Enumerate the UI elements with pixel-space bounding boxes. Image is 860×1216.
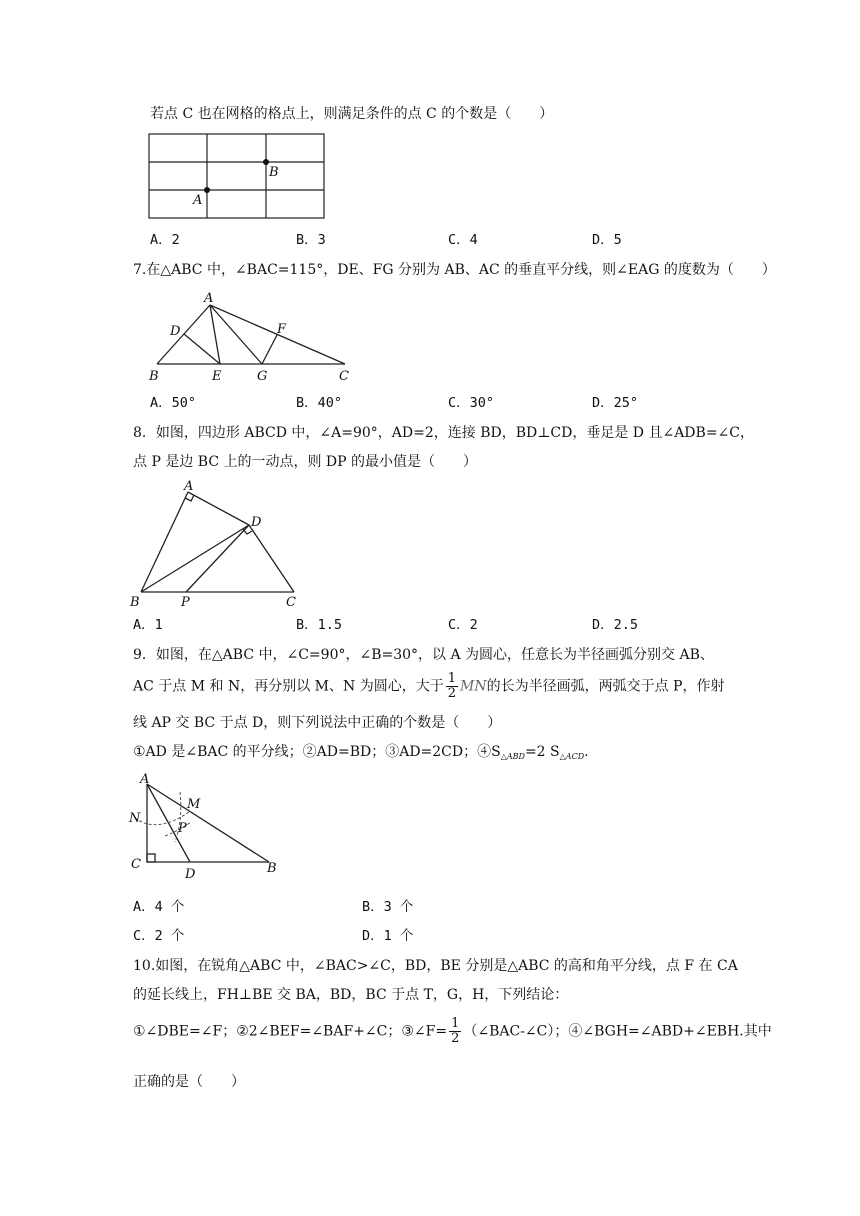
q6-stem: 若点 C 也在网格的格点上，则满足条件的点 C 的个数是（ ）	[150, 106, 554, 122]
label-b: B	[267, 861, 277, 876]
q9-statements-b: =2 S	[524, 744, 560, 760]
q8-stem-line1: 8．如图，四边形 ABCD 中，∠A=90°，AD=2，连接 BD，BD⊥CD，垂足是 D 且∠ADB=∠C，	[133, 425, 754, 441]
label-m: M	[187, 797, 201, 812]
q9-stem-line3: 线 AP 交 BC 于点 D，则下列说法中正确的个数是（ ）	[133, 715, 502, 731]
q7-option-c[interactable]: C．30°	[448, 395, 495, 411]
label-b: B	[130, 595, 140, 610]
q9-statements	[133, 742, 589, 767]
label-a: A	[193, 193, 203, 208]
label-b: B	[269, 165, 279, 180]
q9-stem-line2	[133, 672, 724, 701]
q9-stem-line2-a: AC 于点 M 和 N，再分别以 M、N 为圆心，大于	[133, 678, 444, 695]
q6-grid-figure	[148, 133, 328, 223]
label-c: C	[286, 595, 296, 610]
q9-option-d[interactable]: D．1 个	[362, 928, 414, 944]
q9-option-c[interactable]: C．2 个	[133, 928, 185, 944]
q9-sub-abd: △ABD	[500, 752, 525, 761]
q7-option-b[interactable]: B．40°	[296, 395, 343, 411]
q10-stem-line2: 的延长线上，FH⊥BE 交 BA，BD，BC 于点 T，G，H，下列结论：	[133, 987, 569, 1003]
label-p: P	[178, 821, 187, 836]
q10-fraction	[449, 1017, 461, 1046]
label-c: C	[131, 857, 141, 872]
label-a: A	[204, 291, 214, 306]
q9-statements-a: ①AD 是∠BAC 的平分线；②AD=BD；③AD=2CD；④S	[133, 744, 501, 760]
label-b: B	[149, 369, 159, 384]
q10-stem-line1: 10.如图，在锐角△ABC 中，∠BAC>∠C，BD，BE 分别是△ABC 的高和角平分线，点 F 在 CA	[133, 958, 738, 974]
q7-option-a[interactable]: A．50°	[150, 395, 197, 411]
point-a	[204, 187, 210, 193]
q6-option-d[interactable]: D．5	[592, 232, 622, 248]
q8-option-c[interactable]: C．2	[448, 617, 478, 633]
q9-frac-tail: MN	[459, 678, 487, 695]
q9-statements-c: .	[584, 744, 589, 760]
q8-quadrilateral-figure	[126, 480, 316, 610]
label-d: D	[170, 324, 181, 339]
label-f: F	[277, 322, 287, 337]
q9-frac-num: 1	[447, 671, 456, 686]
q8-option-b[interactable]: B．1.5	[296, 617, 343, 633]
q8-option-d[interactable]: D．2.5	[592, 617, 639, 633]
q10-line3-a: ①∠DBE=∠F；②2∠BEF=∠BAF+∠C；③∠F=	[133, 1023, 448, 1040]
q6-option-c[interactable]: C．4	[448, 232, 478, 248]
q7-option-d[interactable]: D．25°	[592, 395, 639, 411]
label-d: D	[251, 515, 262, 530]
q10-frac-num: 1	[451, 1016, 460, 1031]
label-c: C	[339, 369, 349, 384]
q9-stem-line1: 9．如图，在△ABC 中，∠C=90°，∠B=30°，以 A 为圆心，任意长为半径画弧分别交 AB、	[133, 647, 714, 663]
label-n: N	[129, 811, 141, 826]
q6-option-b[interactable]: B．3	[296, 232, 326, 248]
label-a: A	[140, 772, 150, 787]
q10-line3-b: （∠BAC-∠C）；④∠BGH=∠ABD+∠EBH.其中	[463, 1023, 772, 1040]
label-g: G	[257, 369, 268, 384]
q10-stem-line4: 正确的是（ ）	[133, 1074, 245, 1090]
q9-fraction	[446, 672, 458, 701]
q7-triangle-figure	[140, 288, 360, 384]
q7-stem: 7.在△ABC 中，∠BAC=115°，DE、FG 分别为 AB、AC 的垂直平分线，则∠EAG 的度数为（ ）	[133, 262, 776, 278]
q9-option-a[interactable]: A．4 个	[133, 899, 185, 915]
label-a: A	[184, 479, 194, 494]
q9-triangle-figure	[125, 770, 295, 880]
label-p: P	[181, 595, 190, 610]
q9-option-b[interactable]: B．3 个	[362, 899, 414, 915]
label-e: E	[212, 369, 222, 384]
q8-stem-line2: 点 P 是边 BC 上的一动点，则 DP 的最小值是（ ）	[133, 454, 478, 470]
q10-frac-den: 2	[451, 1031, 460, 1046]
q10-statements	[133, 1017, 772, 1046]
q9-stem-line2-b: 的长为半径画弧，两弧交于点 P，作射	[486, 678, 725, 695]
label-d: D	[185, 867, 196, 882]
q9-frac-den: 2	[447, 686, 456, 701]
q9-sub-acd: △ACD	[559, 752, 585, 761]
q6-option-a[interactable]: A．2	[150, 232, 180, 248]
q8-option-a[interactable]: A．1	[133, 617, 163, 633]
